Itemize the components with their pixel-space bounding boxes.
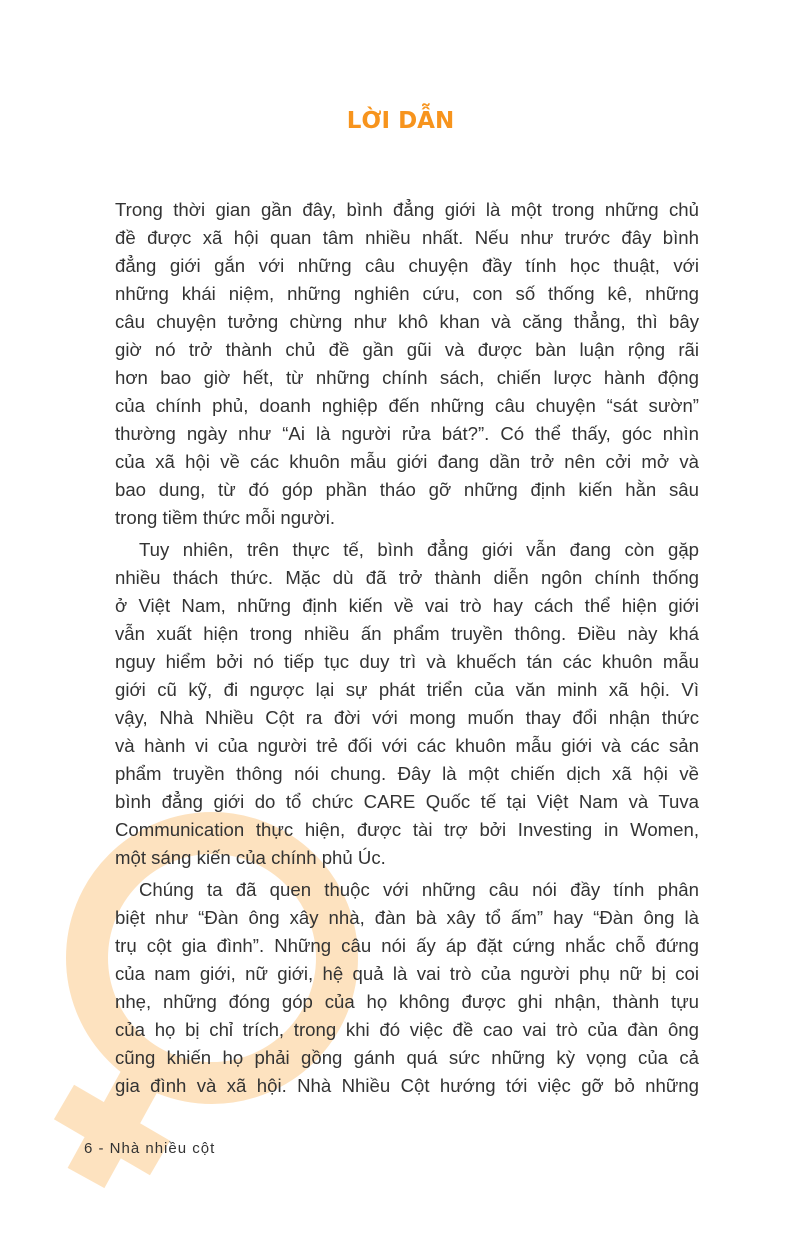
page-title: LỜI DẪN xyxy=(346,108,455,134)
text-line: biệt như “Đàn ông xây nhà, đàn bà xây tổ ấm” hay “Đàn ông là xyxy=(115,907,699,928)
text-line: bình đẳng giới do tổ chức CARE Quốc tế tại Việt Nam và Tuva xyxy=(115,791,699,812)
text-line: đẳng giới gắn với những câu chuyện đầy tính học thuật, với xyxy=(115,255,699,276)
text-line: nhẹ, những đóng góp của họ không được ghi nhận, thành tựu xyxy=(115,991,699,1012)
paragraph xyxy=(115,536,699,872)
text-line: Communication thực hiện, được tài trợ bởi Investing in Women, xyxy=(115,819,699,840)
text-line: trụ cột gia đình”. Những câu nói ấy áp đặt cứng nhắc chỗ đứng xyxy=(115,935,699,956)
text-line: giờ nó trở thành chủ đề gần gũi và được bàn luận rộng rãi xyxy=(115,339,699,360)
text-line: trong tiềm thức mỗi người. xyxy=(115,507,336,528)
text-line: một sáng kiến của chính phủ Úc. xyxy=(115,847,386,868)
text-line: phẩm truyền thông nói chung. Đây là một chiến dịch xã hội về xyxy=(115,763,699,784)
text-line: hơn bao giờ hết, từ những chính sách, chiến lược hành động xyxy=(115,367,699,388)
text-line: gia đình và xã hội. Nhà Nhiều Cột hướng tới việc gỡ bỏ những xyxy=(115,1075,699,1096)
text-line: Trong thời gian gần đây, bình đẳng giới là một trong những chủ xyxy=(115,199,699,220)
text-line: những khái niệm, những nghiên cứu, con số thống kê, những xyxy=(115,283,699,304)
text-line: của họ bị chỉ trích, trong khi đó việc đề cao vai trò của đàn ông xyxy=(115,1019,699,1040)
paragraph xyxy=(115,876,699,1100)
text-line: ở Việt Nam, những định kiến về vai trò hay cách thể hiện giới xyxy=(115,595,699,616)
text-line: câu chuyện tưởng chừng như khô khan và căng thẳng, thì bây xyxy=(115,311,699,332)
text-line: cũng khiến họ phải gồng gánh quá sức những kỳ vọng của cả xyxy=(115,1047,699,1068)
text-line: nhiều thách thức. Mặc dù đã trở thành diễn ngôn chính thống xyxy=(115,567,699,588)
text-line: của xã hội về các khuôn mẫu giới đang dần trở nên cởi mở và xyxy=(115,451,699,472)
paragraph xyxy=(115,196,699,532)
text-line: của nam giới, nữ giới, hệ quả là vai trò của người phụ nữ bị coi xyxy=(115,963,699,984)
text-line: nguy hiểm bởi nó tiếp tục duy trì và khuếch tán các khuôn mẫu xyxy=(115,651,699,672)
text-line: vẫn xuất hiện trong nhiều ấn phẩm truyền thông. Điều này khá xyxy=(115,623,699,644)
text-line: và hành vi của người trẻ đối với các khuôn mẫu giới và các sản xyxy=(115,735,699,756)
text-line: bao dung, từ đó góp phần tháo gỡ những định kiến hằn sâu xyxy=(115,479,699,500)
text-line: của chính phủ, doanh nghiệp đến những câu chuyện “sát sườn” xyxy=(115,395,699,416)
body-text xyxy=(115,196,699,1104)
text-line: vậy, Nhà Nhiều Cột ra đời với mong muốn thay đổi nhận thức xyxy=(115,707,699,728)
text-line: Tuy nhiên, trên thực tế, bình đẳng giới vẫn đang còn gặp xyxy=(139,539,699,560)
text-line: Chúng ta đã quen thuộc với những câu nói đầy tính phân xyxy=(139,879,699,900)
page-footer: 6 - Nhà nhiều cột xyxy=(84,1140,216,1157)
text-line: đề được xã hội quan tâm nhiều nhất. Nếu như trước đây bình xyxy=(115,227,699,248)
text-line: thường ngày như “Ai là người rửa bát?”. Có thể thấy, góc nhìn xyxy=(115,423,699,444)
text-line: giới cũ kỹ, đi ngược lại sự phát triển của văn minh xã hội. Vì xyxy=(115,679,699,700)
